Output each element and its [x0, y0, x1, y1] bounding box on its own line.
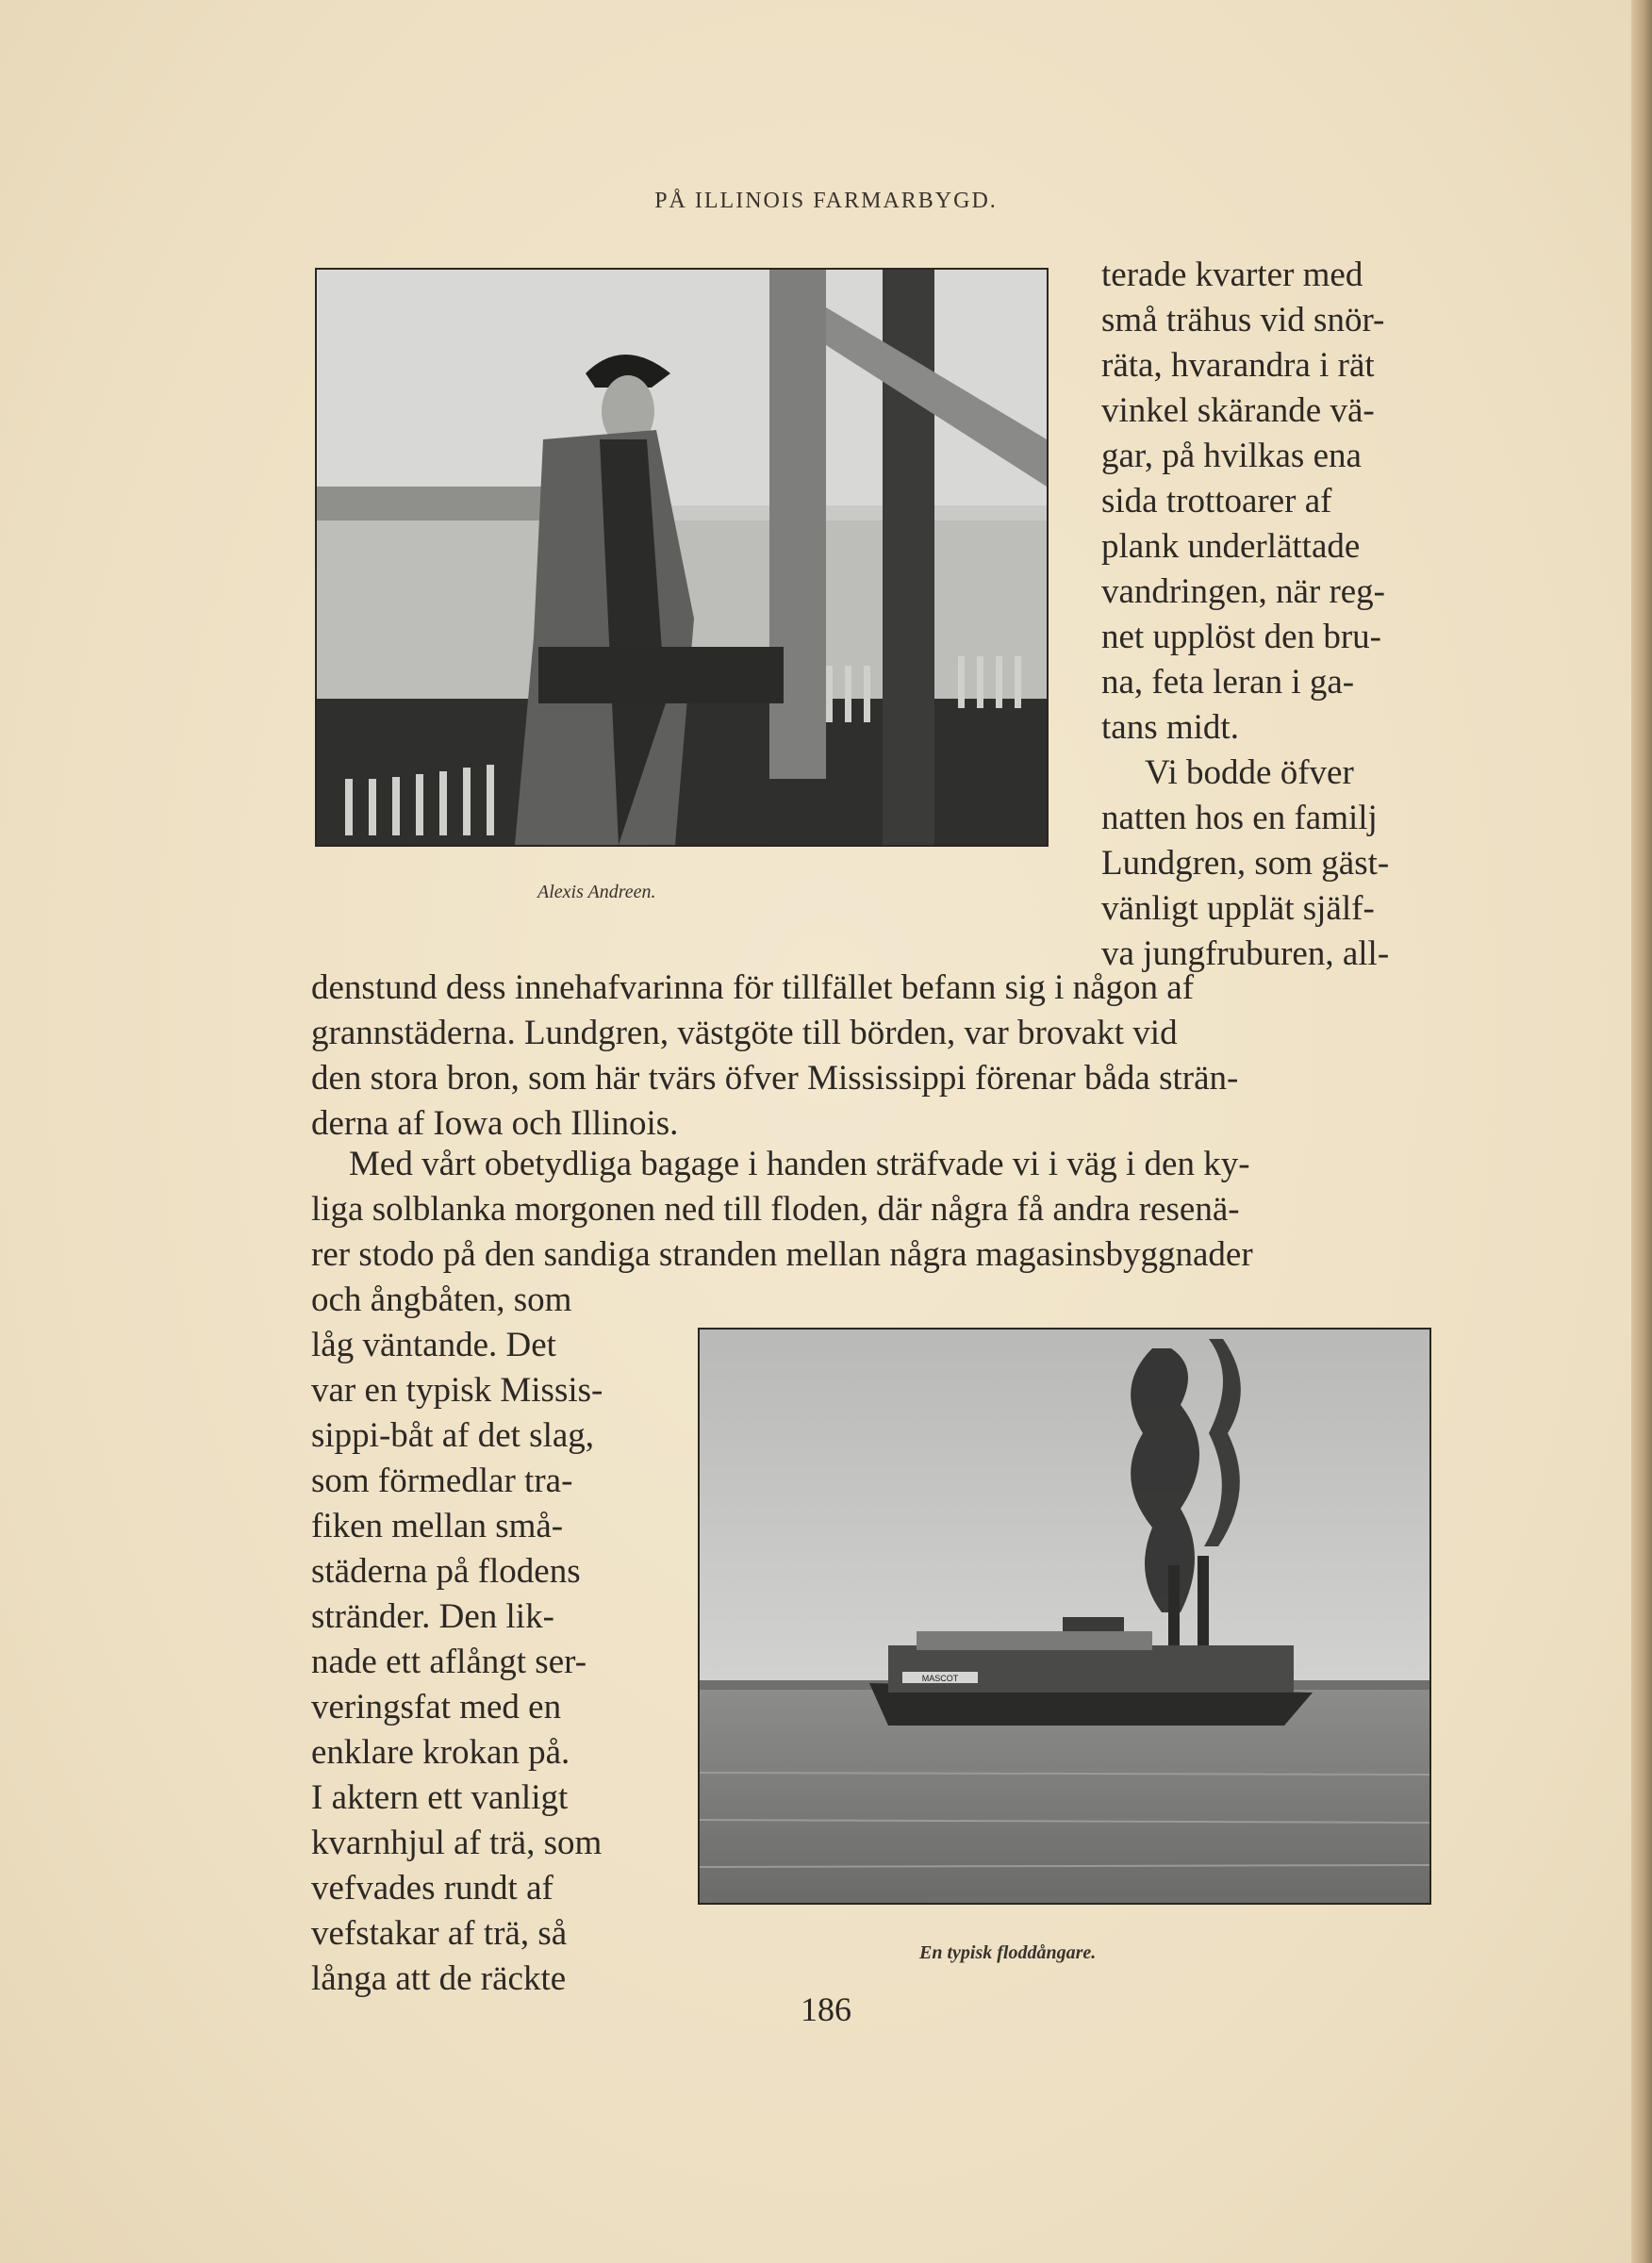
text-line: den stora bron, som här tvärs öfver Mississippi förenar båda strän- — [311, 1059, 1239, 1098]
portrait-photo — [315, 268, 1049, 847]
text-line: Med vårt obetydliga bagage i handen sträfvade vi i väg i den ky- — [349, 1145, 1250, 1183]
text-line: denstund dess innehafvarinna för tillfället befann sig i någon af — [311, 968, 1195, 1007]
text-line: I aktern ett vanligt — [311, 1778, 569, 1817]
text-line: tans midt. — [1101, 708, 1239, 747]
text-line: plank underlättade — [1101, 527, 1361, 566]
boat-name-label: MASCOT — [921, 1674, 959, 1683]
text-line: net upplöst den bru- — [1101, 618, 1381, 656]
text-line: va jungfruburen, all- — [1101, 934, 1390, 973]
text-line: städerna på flodens — [311, 1552, 581, 1591]
text-line: grannstäderna. Lundgren, västgöte till börden, var brovakt vid — [311, 1014, 1178, 1052]
text-line: fiken mellan små- — [311, 1507, 564, 1545]
text-line: liga solblanka morgonen ned till floden, där några få andra resenä- — [311, 1190, 1240, 1229]
text-line: vefvades rundt af — [311, 1869, 553, 1908]
text-line: kvarnhjul af trä, som — [311, 1824, 603, 1862]
page-number: 186 — [801, 1990, 851, 2028]
text-line: Lundgren, som gäst- — [1101, 844, 1390, 883]
text-line: Vi bodde öfver — [1145, 753, 1354, 792]
text-line: låg väntande. Det — [311, 1326, 556, 1364]
steamboat-illustration — [700, 1330, 1429, 1903]
text-line: veringsfat med en — [311, 1688, 562, 1726]
text-line: vinkel skärande vä- — [1101, 391, 1375, 430]
text-line: vänligt upplät själf- — [1101, 889, 1375, 928]
text-line: natten hos en familj — [1101, 799, 1378, 837]
text-line: som förmedlar tra- — [311, 1462, 573, 1500]
steamboat-photo — [698, 1328, 1431, 1905]
text-line: sippi-båt af det slag, — [311, 1416, 595, 1455]
text-line: stränder. Den lik- — [311, 1597, 554, 1636]
text-line: räta, hvarandra i rät — [1101, 346, 1375, 385]
text-line: vefstakar af trä, så — [311, 1914, 568, 1953]
text-line: sida trottoarer af — [1101, 482, 1332, 520]
text-line: nade ett aflångt ser- — [311, 1643, 587, 1681]
text-line: na, feta leran i ga- — [1101, 663, 1355, 702]
text-line: långa att de räckte — [311, 1959, 567, 1998]
steamboat-caption: En typisk floddångare. — [919, 1942, 1097, 1963]
text-line: terade kvarter med — [1101, 256, 1363, 294]
page-edge — [1631, 0, 1652, 2263]
portrait-caption: Alexis Andreen. — [537, 882, 656, 902]
text-line: derna af Iowa och Illinois. — [311, 1104, 679, 1143]
text-line: vandringen, när reg- — [1101, 572, 1386, 611]
text-line: var en typisk Missis- — [311, 1371, 603, 1410]
running-head: PÅ ILLINOIS FARMARBYGD. — [654, 189, 998, 213]
text-line: och ångbåten, som — [311, 1280, 572, 1319]
text-line: små trähus vid snör- — [1101, 301, 1385, 339]
portrait-illustration — [317, 270, 1047, 845]
text-line: rer stodo på den sandiga stranden mellan några magasinsbyggnader — [311, 1235, 1253, 1274]
text-line: enklare krokan på. — [311, 1733, 570, 1772]
text-line: gar, på hvilkas ena — [1101, 437, 1362, 475]
